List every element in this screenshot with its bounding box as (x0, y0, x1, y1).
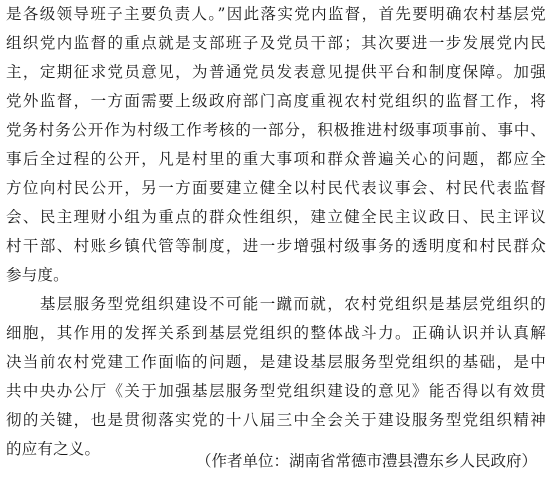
text-line: 主，定期征求党员意见，为普通党员发表意见提供平台和制度保障。加强 (6, 63, 546, 81)
text-line: 方位向村民公开，另一方面要建立健全以村民代表议事会、村民代表监督 (6, 179, 546, 197)
text-line: 组织党内监督的重点就是支部班子及党员干部；其次要进一步发展党内民 (6, 34, 546, 52)
text-line: 事后全过程的公开，凡是村里的重大事项和群众普遍关心的问题，都应全 (6, 150, 546, 168)
text-line: 的应有之义。 (6, 440, 101, 458)
text-line: 是各级领导班子主要负责人。”因此落实党内监督，首先要明确农村基层党 (6, 5, 546, 23)
text-line: 彻的关键，也是贯彻落实党的十八届三中全会关于建设服务型党组织精神 (6, 411, 546, 429)
text-line: 参与度。 (6, 266, 69, 284)
author-unit: （作者单位：湖南省常德市澧县澧东乡人民政府） (195, 452, 537, 470)
text-line: 村干部、村账乡镇代管等制度，进一步增强村级事务的透明度和村民群众 (6, 237, 546, 255)
paragraph-1 (6, 0, 546, 290)
article-body (6, 0, 546, 464)
text-line: 细胞，其作用的发挥关系到基层党组织的整体战斗力。正确认识并认真解 (6, 324, 546, 342)
text-line: 基层服务型党组织建设不可能一蹴而就，农村党组织是基层党组织的 (6, 295, 546, 313)
text-line: 会、民主理财小组为重点的群众性组织，建立健全民主议政日、民主评议 (6, 208, 546, 226)
paragraph-2 (6, 290, 546, 464)
text-line: 决当前农村党建工作面临的问题，是建设基层服务型党组织的基础，是中 (6, 353, 546, 371)
text-line: 党务村务公开作为村级工作考核的一部分，积极推进村级事项事前、事中、 (6, 121, 546, 139)
text-line: 共中央办公厅《关于加强基层服务型党组织建设的意见》能否得以有效贯 (6, 382, 546, 400)
text-line: 党外监督，一方面需要上级政府部门高度重视农村党组织的监督工作，将 (6, 92, 546, 110)
